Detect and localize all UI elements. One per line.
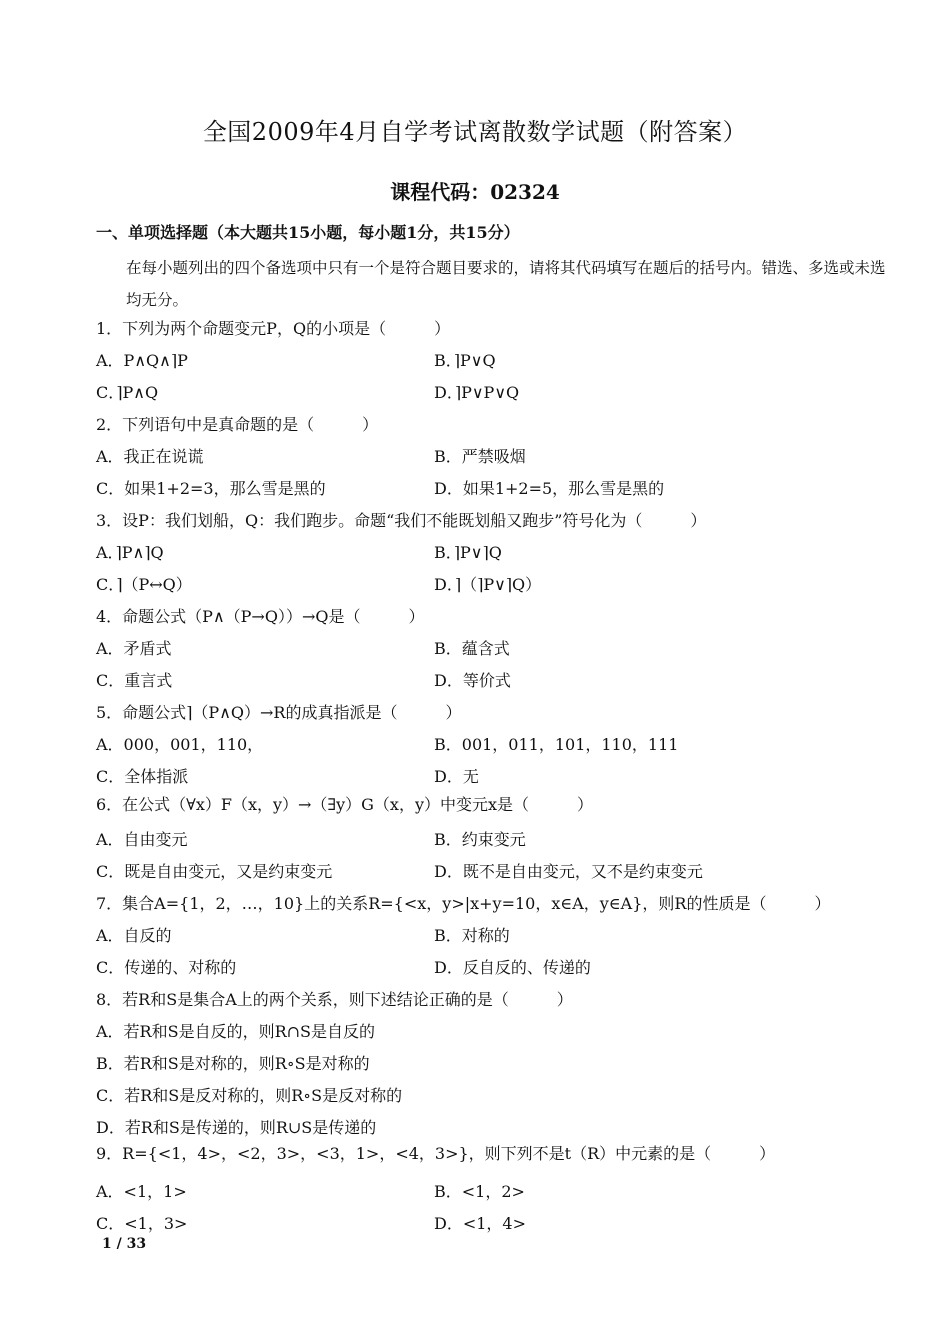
- question-stem: 1．下列为两个命题变元P，Q的小项是（ ）: [96, 319, 451, 338]
- option-d: D．等价式: [434, 671, 511, 690]
- option-b: B．⌉P∨⌉Q: [434, 543, 502, 562]
- option-b: B．⌉P∨Q: [434, 351, 496, 370]
- option-b: B．对称的: [434, 926, 510, 945]
- question-stem: 2．下列语句中是真命题的是（ ）: [96, 415, 379, 434]
- option-c: C．如果1+2=3，那么雪是黑的: [96, 479, 326, 498]
- option-a: A．自由变元: [96, 830, 188, 849]
- option-b: B．<1，2>: [434, 1182, 525, 1201]
- option-c: C．若R和S是反对称的，则R∘S是反对称的: [96, 1086, 403, 1105]
- option-c: C．⌉P∧Q: [96, 383, 159, 402]
- question-stem: 6．在公式（∀x）F（x，y）→（∃y）G（x，y）中变元x是（ ）: [96, 795, 594, 814]
- option-d: D．既不是自由变元，又不是约束变元: [434, 862, 703, 881]
- question-stem: 7．集合A={1，2，…，10}上的关系R={<x，y>|x+y=10，x∈A，y∈A}，则R的性质是（ ）: [96, 894, 831, 913]
- section-instruction: 在每小题列出的四个备选项中只有一个是符合题目要求的，请将其代码填写在题后的括号内。错选、多选或未选均无分。: [126, 259, 886, 309]
- question-stem: 8．若R和S是集合A上的两个关系，则下述结论正确的是（ ）: [96, 990, 573, 1009]
- page-title: 全国2009年4月自学考试离散数学试题（附答案）: [202, 118, 748, 146]
- option-d: D．无: [434, 767, 479, 786]
- option-c: C．全体指派: [96, 767, 189, 786]
- option-a: A．000，001，110，: [96, 735, 264, 754]
- question-stem: 3．设P：我们划船，Q：我们跑步。命题“我们不能既划船又跑步”符号化为（ ）: [96, 511, 707, 530]
- question-stem: 4．命题公式（P∧（P→Q））→Q是（ ）: [96, 607, 425, 626]
- option-c: C．既是自由变元，又是约束变元: [96, 862, 333, 881]
- option-b: B．蕴含式: [434, 639, 510, 658]
- option-d: D．<1，4>: [434, 1214, 527, 1233]
- option-b: B．严禁吸烟: [434, 447, 526, 466]
- option-a: A．若R和S是自反的，则R∩S是自反的: [96, 1022, 375, 1041]
- option-d: D．若R和S是传递的，则R∪S是传递的: [96, 1118, 377, 1137]
- question-stem: 5．命题公式⌉（P∧Q）→R的成真指派是（ ）: [96, 703, 462, 722]
- option-a: A．P∧Q∧⌉P: [96, 351, 188, 370]
- option-c: C．传递的、对称的: [96, 958, 237, 977]
- page-number: 1 / 33: [102, 1236, 147, 1252]
- option-b: B．约束变元: [434, 830, 526, 849]
- option-c: C．<1，3>: [96, 1214, 188, 1233]
- course-code: 课程代码：02324: [390, 180, 560, 204]
- section-heading: 一、单项选择题（本大题共15小题，每小题1分，共15分）: [96, 223, 520, 242]
- option-d: D．如果1+2=5，那么雪是黑的: [434, 479, 665, 498]
- option-a: A．矛盾式: [96, 639, 172, 658]
- option-b: B．若R和S是对称的，则R∘S是对称的: [96, 1054, 370, 1073]
- option-c: C．⌉（P↔Q）: [96, 575, 192, 594]
- option-b: B．001，011，101，110，111: [434, 735, 679, 754]
- option-a: A．我正在说谎: [96, 447, 204, 466]
- option-d: D．⌉（⌉P∨⌉Q）: [434, 575, 542, 594]
- question-stem: 9．R={<1，4>，<2，3>，<3，1>，<4，3>}，则下列不是t（R）中元素的是（ ）: [96, 1144, 776, 1163]
- option-d: D．反自反的、传递的: [434, 958, 591, 977]
- option-a: A．⌉P∧⌉Q: [96, 543, 164, 562]
- option-c: C．重言式: [96, 671, 173, 690]
- option-a: A．<1，1>: [96, 1182, 187, 1201]
- option-d: D．⌉P∨P∨Q: [434, 383, 520, 402]
- option-a: A．自反的: [96, 926, 172, 945]
